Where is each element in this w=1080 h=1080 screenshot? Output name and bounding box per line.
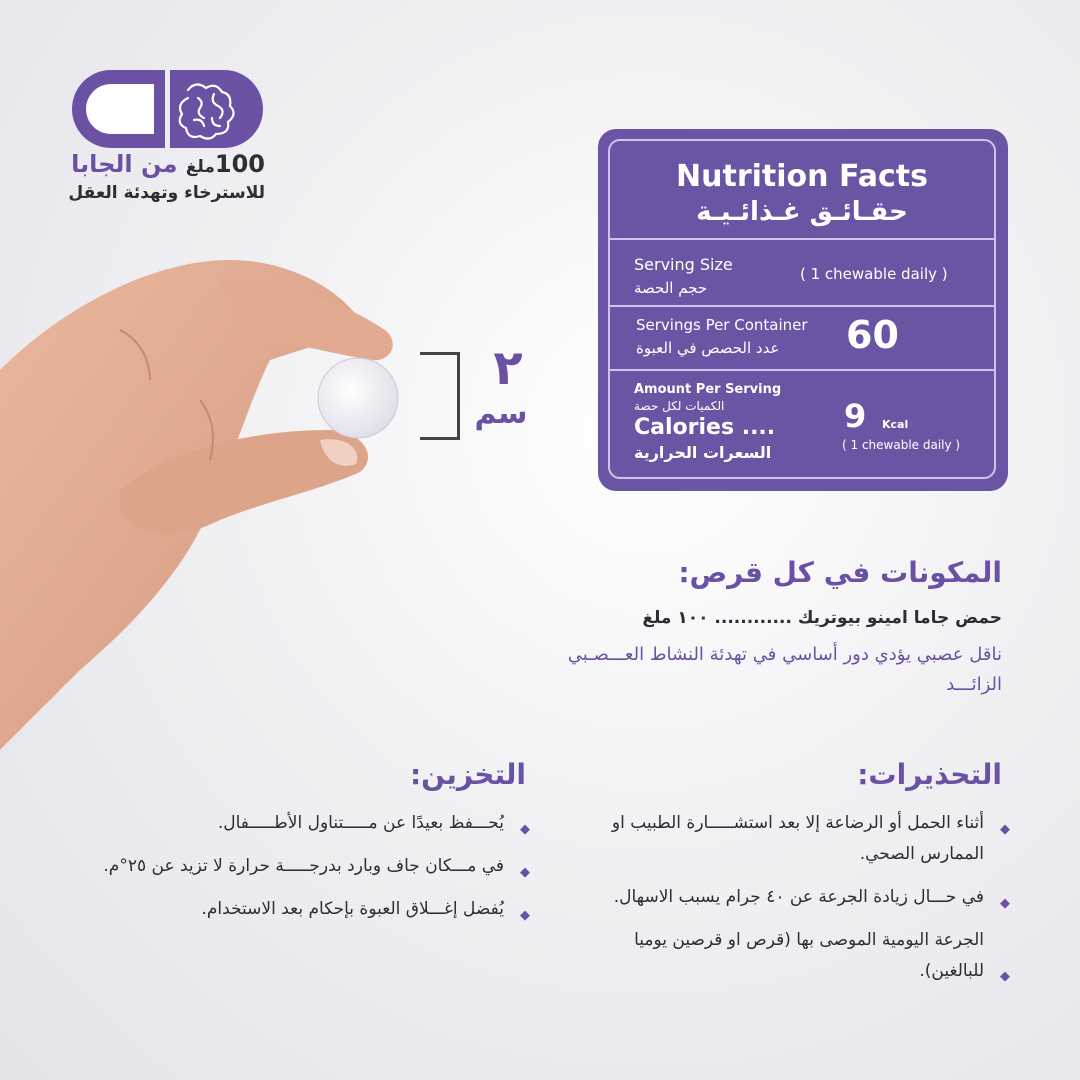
warning-text: الجرعة اليومية الموصى بها (قرص او قرصين يوميا للبالغين). [634, 930, 984, 981]
storage-text: يُحـــفظ بعيدًا عن مـــــتناول الأطـــــفال. [217, 813, 504, 833]
servings-per-container-label-ar: عدد الحصص في العبوة [636, 339, 780, 357]
amount-per-serving-ar: الكميات لكل حصة [634, 399, 725, 413]
size-value: ٢ [493, 340, 523, 396]
list-item [570, 925, 1010, 987]
warnings-list [570, 808, 1010, 999]
calories-unit: Kcal [882, 418, 909, 431]
ingredients-line: حمض جاما امينو بيوتريك ............ ١٠٠ ملغ [642, 608, 1002, 628]
diamond-bullet-icon: ◆ [520, 865, 530, 880]
size-bracket [420, 352, 460, 440]
calories-label-ar: السعرات الحرارية [634, 443, 772, 462]
badge-amount: 100 [214, 150, 265, 178]
badge-subtitle: للاسترخاء وتهدئة العقل [68, 183, 265, 203]
diamond-bullet-icon: ◆ [1000, 969, 1010, 984]
storage-text: في مـــكان جاف وبارد بدرجـــــة حرارة لا تزيد عن ٢٥°م. [103, 856, 504, 876]
storage-title: التخزين: [409, 758, 526, 791]
list-item [90, 894, 530, 925]
list-item [90, 808, 530, 839]
nutrition-divider [610, 238, 994, 240]
amount-per-serving-en: Amount Per Serving [634, 382, 782, 397]
ingredients-title: المكونات في كل قرص: [678, 556, 1002, 589]
list-item [570, 882, 1010, 913]
warnings-title: التحذيرات: [857, 758, 1002, 791]
badge-unit: ملغ [185, 157, 215, 177]
nutrition-divider [610, 369, 994, 371]
ingredients-description: ناقل عصبي يؤدي دور أساسي في تهدئة النشاط العـــصـبي الزائـــد [567, 644, 1002, 695]
diamond-bullet-icon: ◆ [520, 822, 530, 837]
hand-holding-tablet-image [0, 250, 420, 750]
size-unit: سم [474, 396, 528, 431]
nutrition-divider [610, 305, 994, 307]
nutrition-facts-panel [598, 129, 1008, 491]
storage-text: يُفضل إغـــلاق العبوة بإحكام بعد الاستخدام. [201, 899, 504, 919]
diamond-bullet-icon: ◆ [1000, 822, 1010, 837]
servings-per-container-label-en: Servings Per Container [636, 316, 808, 334]
nutrition-title-en: Nutrition Facts [676, 159, 928, 194]
nutrition-facts-frame [608, 139, 996, 479]
capsule-brain-icon [70, 68, 265, 150]
calories-label-en: Calories .... [634, 415, 776, 440]
storage-list [90, 808, 530, 937]
list-item [570, 808, 1010, 870]
calories-value: 9 [844, 397, 867, 435]
warning-text: في حـــال زيادة الجرعة عن ٤٠ جرام يسبب الاسهال. [613, 887, 984, 907]
diamond-bullet-icon: ◆ [1000, 896, 1010, 911]
list-item [90, 851, 530, 882]
serving-size-label-ar: حجم الحصة [634, 279, 708, 297]
badge-name: من الجابا [71, 150, 178, 178]
nutrition-title-ar: حقـائـق غـذائـيـة [696, 197, 908, 227]
warning-text: أثناء الحمل أو الرضاعة إلا بعد استشـــــارة الطبيب او الممارس الصحي. [611, 813, 984, 864]
serving-size-value: ( 1 chewable daily ) [800, 265, 948, 283]
servings-per-container-value: 60 [846, 313, 899, 357]
badge-title [60, 150, 265, 178]
diamond-bullet-icon: ◆ [520, 908, 530, 923]
calories-note: ( 1 chewable daily ) [842, 438, 961, 452]
serving-size-label-en: Serving Size [634, 255, 733, 274]
